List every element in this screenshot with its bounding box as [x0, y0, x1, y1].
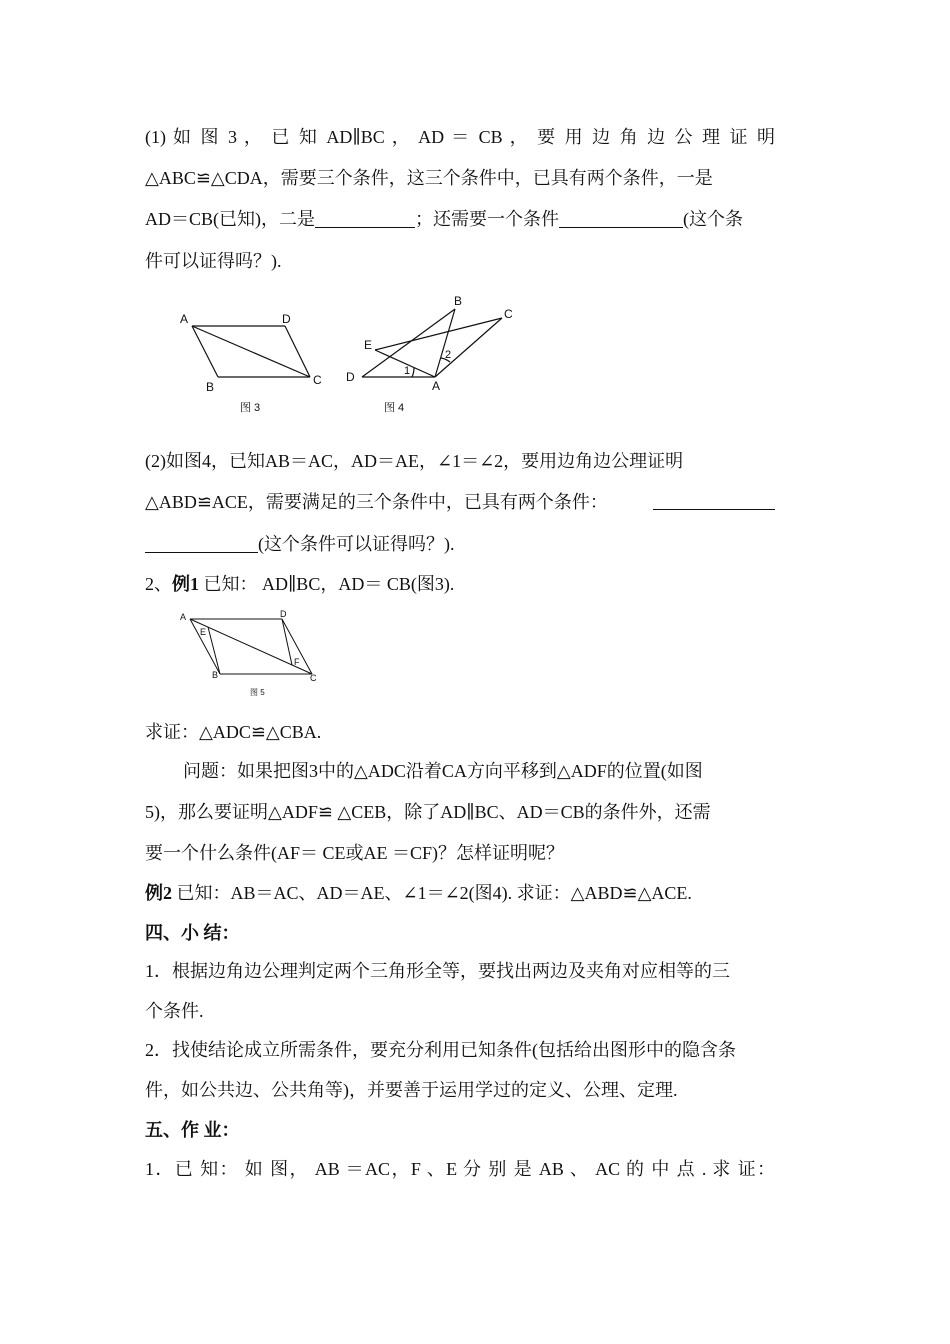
q2-line3 [145, 533, 775, 557]
fig5-label-f: F [294, 657, 300, 667]
fig4-caption: 图 4 [384, 402, 405, 414]
fig3-caption: 图 3 [240, 402, 261, 414]
question-line3: 要一个什么条件(AF＝ CE或AE ＝CF)？怎样证明呢？ [145, 843, 565, 863]
figure-5 [172, 605, 322, 705]
q1-line4: 件可以证得吗？). [145, 251, 282, 271]
prove-statement-1: 求证：△ADC≌△CBA. [145, 722, 322, 742]
q2-line2 [145, 491, 775, 515]
fig4-angle-2-label: 2 [445, 349, 452, 361]
q1-line2: △ABC≌△CDA，需要三个条件，这三个条件中，已具有两个条件，一是 [145, 168, 713, 188]
fig3-label-a: A [180, 312, 189, 326]
fig3-label-c: C [313, 373, 322, 387]
fig4-label-b: B [454, 294, 463, 308]
question-line1: 问题：如果把图3中的△ADC沿着CA方向平移到△ADF的位置(如图 [183, 761, 703, 781]
answer-blank[interactable] [559, 209, 683, 228]
answer-blank[interactable] [653, 491, 775, 510]
fig4-label-e: E [364, 338, 373, 352]
q2-line2-text: △ABD≌ACE，需要满足的三个条件中，已具有两个条件： [145, 492, 608, 512]
figure-4 [340, 290, 530, 420]
figure-3 [170, 300, 330, 420]
fig3-label-d: D [282, 312, 291, 326]
q1-line3-text-a: AD＝CB(已知)，二是 [145, 209, 315, 229]
fig4-label-d: D [346, 370, 355, 384]
example-1-text: 已知： AD∥BC，AD＝ CB(图3). [199, 574, 455, 594]
summary-p2-line1: 2．找使结论成立所需条件，要充分利用已知条件(包括给出图形中的隐含条 [145, 1040, 736, 1060]
example-2-text: 已知：AB＝AC、AD＝AE、∠1＝∠2(图4). 求证：△ABD≌△ACE. [172, 883, 692, 903]
summary-p1-line1: 1．根据边角边公理判定两个三角形全等，要找出两边及夹角对应相等的三 [145, 961, 730, 981]
q1-line3-text-b: ；还需要一个条件 [415, 209, 559, 229]
segment-ac [192, 326, 310, 377]
fig5-caption: 图 5 [250, 688, 265, 697]
answer-blank[interactable] [315, 209, 415, 228]
summary-p2-line2: 件，如公共边、公共角等)，并要善于运用学过的定义、公理、定理. [145, 1080, 678, 1100]
fig4-label-a: A [432, 379, 441, 393]
fig5-label-c: C [310, 673, 317, 683]
fig4-label-c: C [504, 307, 513, 321]
fig5-label-e: E [200, 627, 207, 637]
q2-line3-text: (这个条件可以证得吗？). [258, 534, 455, 554]
example-1 [145, 573, 775, 597]
homework-line1: 1．已 知： 如 图， AB ＝AC，F 、E 分 别 是 AB 、 AC 的 中 点 . 求 证： [145, 1159, 775, 1179]
example-1-label: 例1 [172, 574, 199, 594]
segment-ab [435, 309, 455, 377]
q2-line1: (2)如图4，已知AB＝AC，AD＝AE，∠1＝∠2，要用边角边公理证明 [145, 451, 684, 471]
q1-line1: (1) 如 图 3 ， 已 知 AD∥BC ， AD ＝ CB ， 要 用 边 角 边 公 理 证 明 [145, 127, 775, 147]
fig5-label-a: A [180, 612, 187, 622]
answer-blank[interactable] [145, 534, 258, 553]
fig3-label-b: B [206, 380, 215, 394]
fig5-label-b: B [212, 670, 219, 680]
homework-heading: 五、作 业： [145, 1120, 240, 1140]
segment-dc [285, 326, 310, 377]
q1-line3-text-c: (这个条 [683, 209, 743, 229]
segment-eb [208, 627, 220, 674]
summary-heading: 四、小 结： [145, 923, 240, 943]
summary-p1-line2: 个条件. [145, 1001, 204, 1021]
angle-1-arc [412, 368, 414, 377]
segment-ab [192, 326, 218, 377]
q1-line3 [145, 208, 775, 232]
fig4-angle-1-label: 1 [404, 365, 411, 377]
segment-df [282, 619, 292, 665]
example-2-label: 例2 [145, 883, 172, 903]
fig5-label-d: D [280, 609, 287, 619]
example-1-prefix: 2、 [145, 574, 172, 594]
question-line2: 5)，那么要证明△ADF≌ △CEB，除了AD∥BC、AD＝CB的条件外，还需 [145, 802, 711, 822]
example-2 [145, 882, 775, 906]
